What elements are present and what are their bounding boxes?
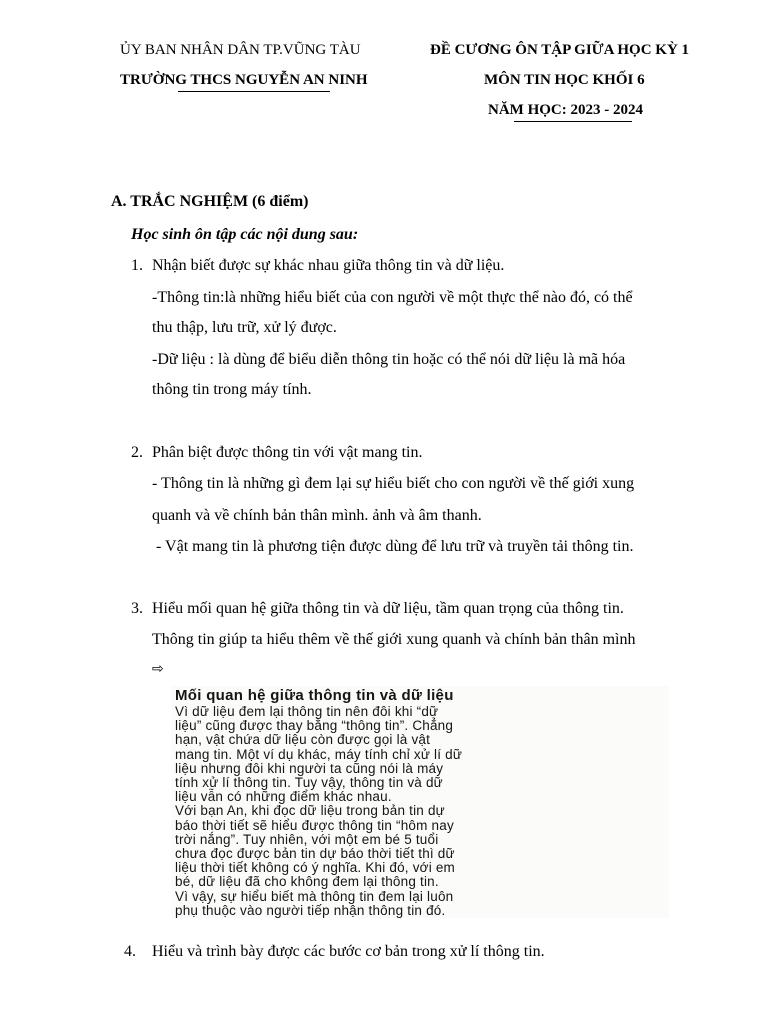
header-school: TRƯỜNG THCS NGUYỄN AN NINH — [120, 72, 368, 88]
item-3-title: Hiểu mối quan hệ giữa thông tin và dữ liệu, tầm quan trọng của thông tin. — [152, 600, 624, 617]
item-1-line: -Dữ liệu : là dùng để biểu diễn thông tin hoặc có thể nói dữ liệu là mã hóa — [152, 351, 626, 368]
excerpt-line: tính xử lí thông tin. Tuy vậy, thông tin và dữ — [175, 775, 443, 790]
header-district: ỦY BAN NHÂN DÂN TP.VŨNG TÀU — [120, 42, 361, 58]
item-4-title: Hiểu và trình bày được các bước cơ bản trong xử lí thông tin. — [152, 943, 545, 960]
excerpt-line: mang tin. Một ví dụ khác, máy tính chỉ xử lí dữ — [175, 746, 463, 762]
excerpt-line: chưa đọc được bản tin dự báo thời tiết thì dữ — [175, 846, 455, 861]
item-1-number: 1. — [131, 257, 143, 274]
item-1-line: thông tin trong máy tính. — [152, 381, 312, 398]
excerpt-line: bé, dữ liệu đã cho không đem lại thông tin. — [175, 874, 439, 890]
excerpt-line: liệu vẫn có những điểm khác nhau. — [175, 789, 392, 805]
section-a-title: A. TRẮC NGHIỆM (6 điểm) — [111, 193, 309, 210]
item-2-line: quanh và về chính bản thân mình. ảnh và âm thanh. — [152, 507, 482, 524]
item-3-line: Thông tin giúp ta hiểu thêm về thế giới xung quanh và chính bản thân mình — [152, 631, 636, 648]
section-a-intro: Học sinh ôn tập các nội dung sau: — [131, 226, 359, 243]
item-1-line: thu thập, lưu trữ, xử lý được. — [152, 319, 337, 336]
header-subject: MÔN TIN HỌC KHỐI 6 — [484, 72, 645, 88]
item-1-line: -Thông tin:là những hiểu biết của con người về một thực thể nào đó, có thể — [152, 289, 633, 306]
excerpt-line: hạn, vật chứa dữ liệu còn được gọi là vật — [175, 732, 431, 748]
excerpt-line: trời nắng”. Tuy nhiên, với một em bé 5 tuổi — [175, 831, 439, 847]
excerpt-line: báo thời tiết sẽ hiểu được thông tin “hôm nay — [175, 817, 454, 833]
excerpt-line: phụ thuộc vào người tiếp nhận thông tin đó. — [175, 902, 446, 918]
excerpt-title: Mối quan hệ giữa thông tin và dữ liệu — [175, 687, 454, 704]
item-2-line: - Vật mang tin là phương tiện được dùng để lưu trữ và truyền tải thông tin. — [152, 538, 634, 555]
excerpt-line: liệu” cũng được thay bằng “thông tin”. Chẳng — [175, 718, 454, 734]
excerpt-line: liệu thời tiết không có ý nghĩa. Khi đó, với em — [175, 860, 455, 876]
excerpt-line: Với bạn An, khi đọc dữ liệu trong bản tin dự — [175, 803, 445, 819]
school-underline — [178, 91, 330, 92]
excerpt-line: Vì dữ liệu đem lại thông tin nên đôi khi “dữ — [175, 704, 439, 719]
item-2-line: - Thông tin là những gì đem lại sự hiểu biết cho con người về thế giới xung — [152, 475, 635, 492]
excerpt-line: Vì vậy, sự hiểu biết mà thông tin đem lại luôn — [175, 888, 454, 904]
header-doc-title: ĐỀ CƯƠNG ÔN TẬP GIỮA HỌC KỲ 1 — [430, 42, 690, 58]
header-school-year: NĂM HỌC: 2023 - 2024 — [488, 102, 643, 118]
year-underline — [514, 121, 632, 122]
item-2-title: Phân biệt được thông tin với vật mang tin. — [152, 444, 423, 461]
arrow-icon: ⇨ — [152, 661, 164, 677]
excerpt-line: liệu nhưng đôi khi người ta cũng nói là máy — [175, 760, 444, 776]
excerpt-image — [171, 686, 669, 918]
item-1-title: Nhận biết được sự khác nhau giữa thông tin và dữ liệu. — [152, 257, 505, 274]
item-2-number: 2. — [131, 444, 143, 461]
item-4-number: 4. — [124, 943, 136, 960]
item-3-number: 3. — [131, 600, 143, 617]
